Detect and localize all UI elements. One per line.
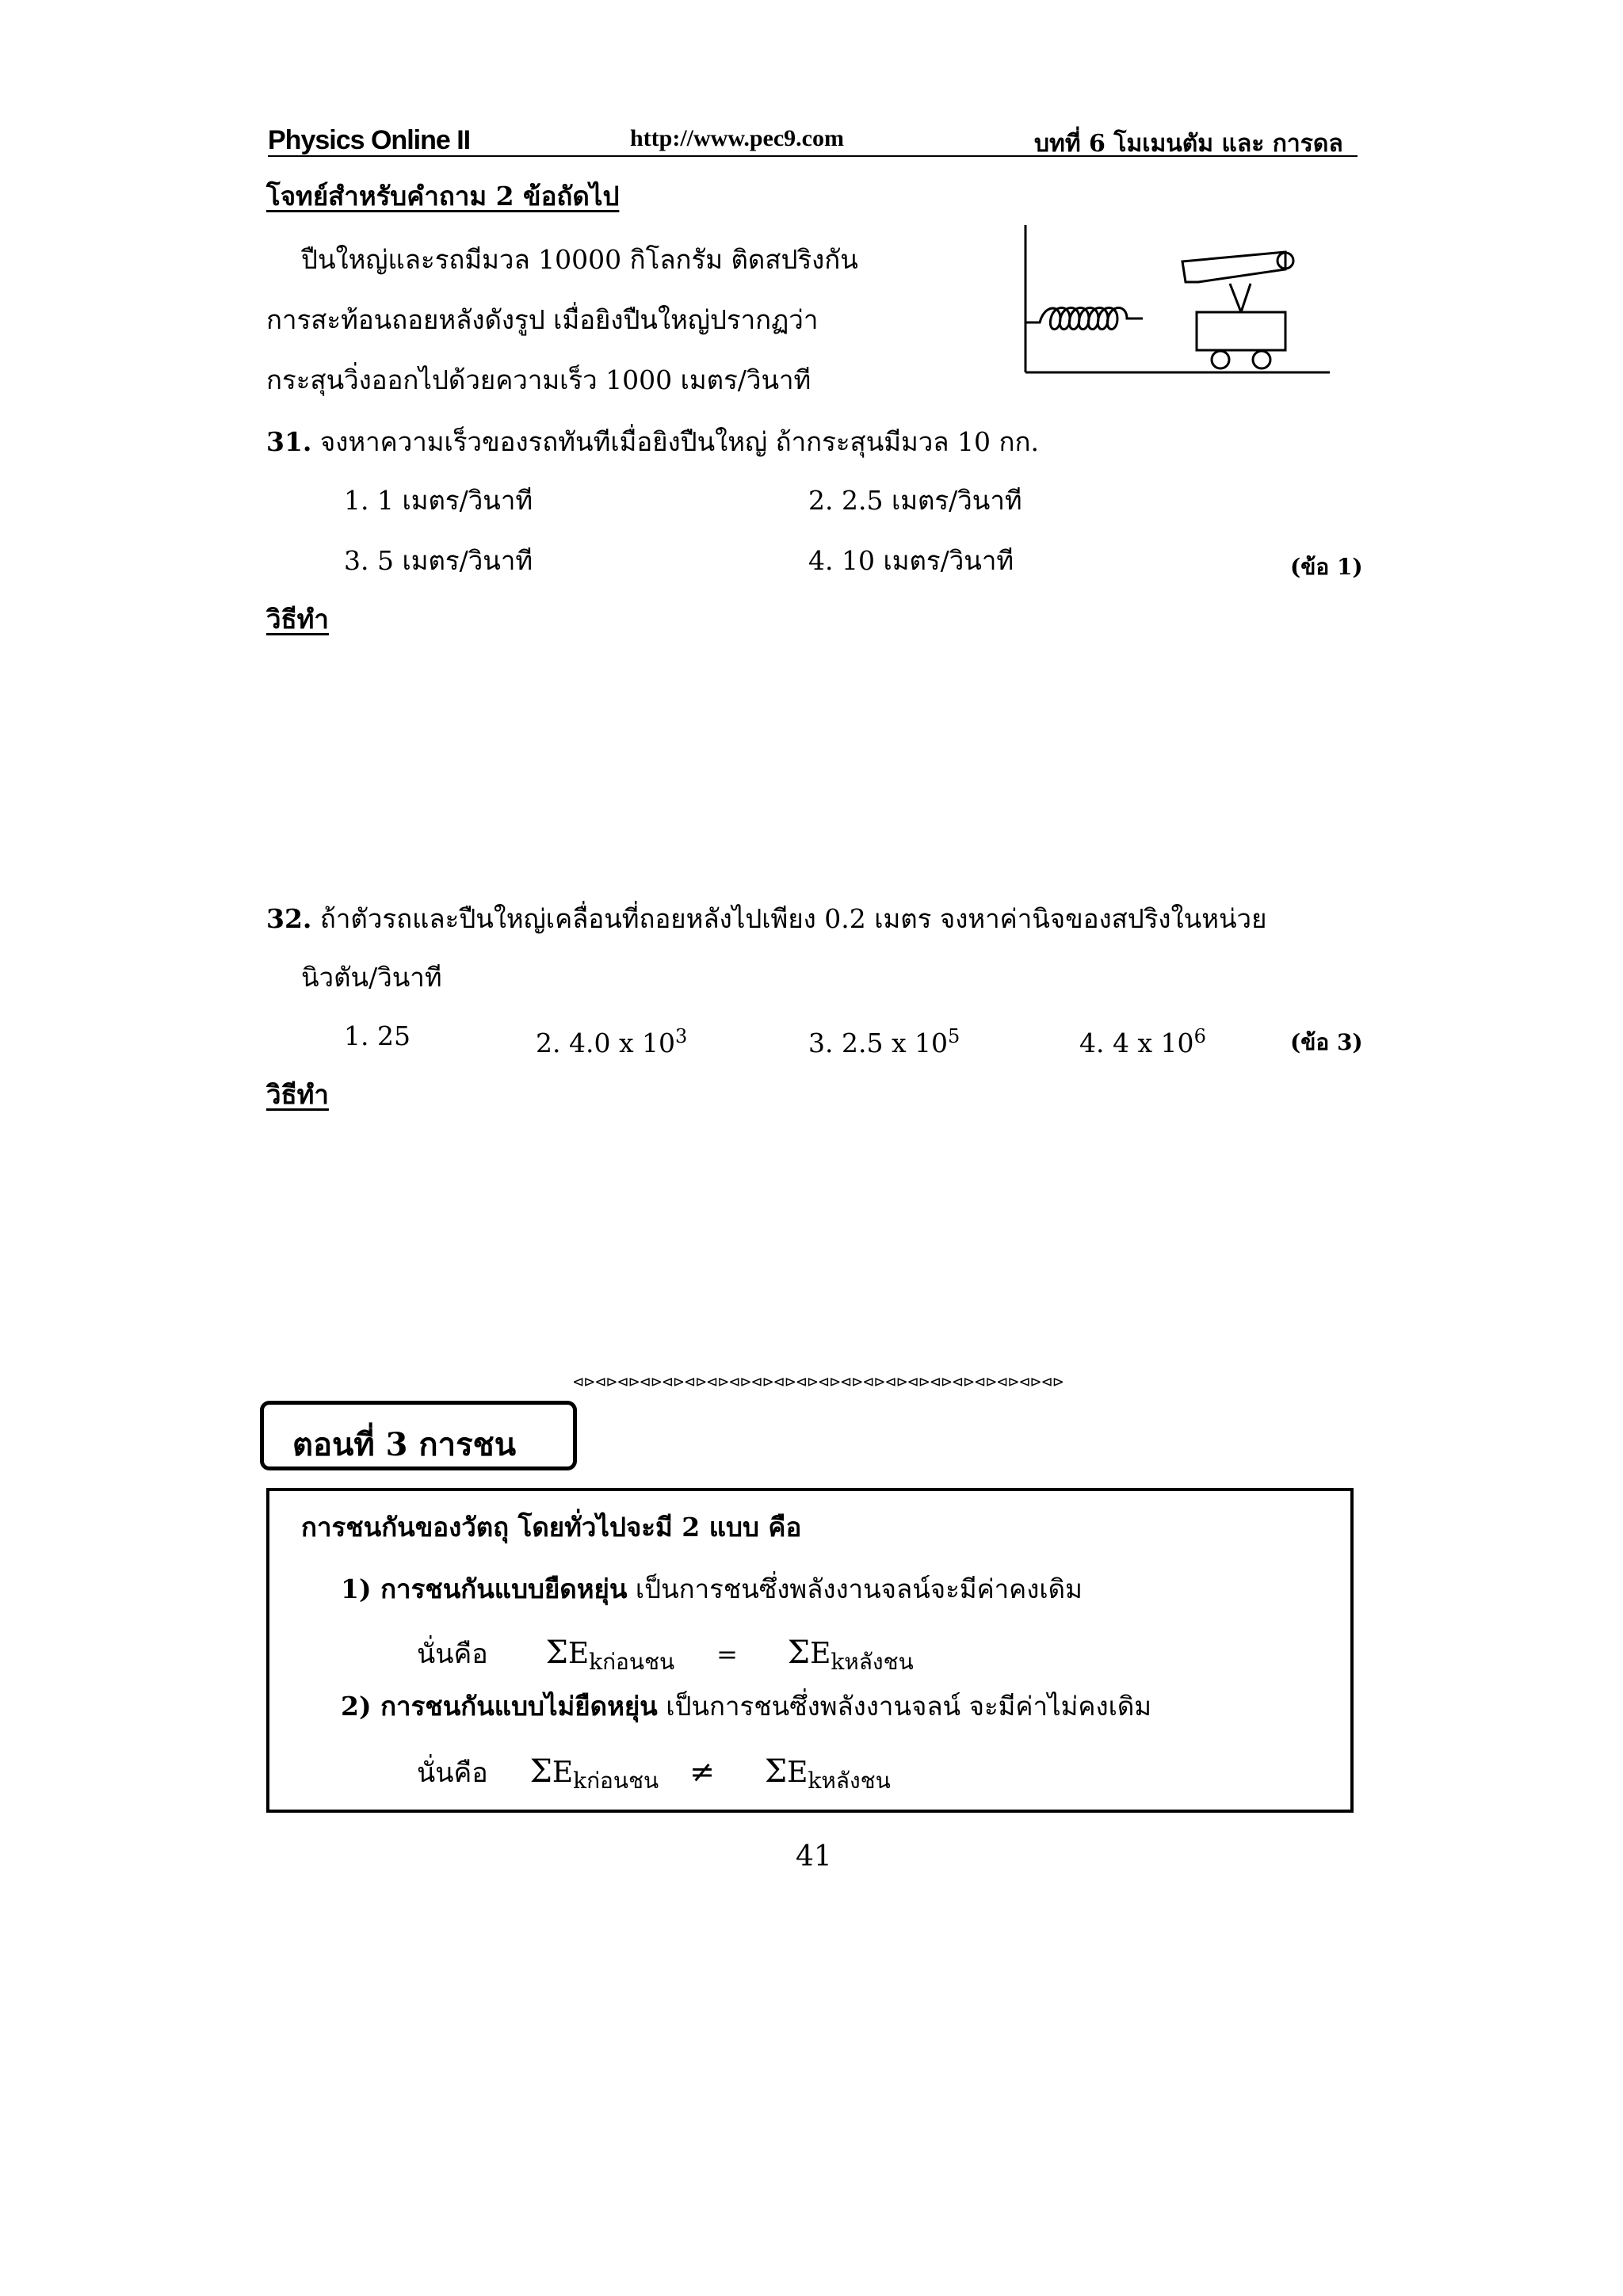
cannon-barrel (1182, 252, 1285, 282)
that-is-2: นั่นคือ (417, 1757, 488, 1789)
q31-method-label: วิธีทำ (266, 604, 329, 635)
q32-choice-2-exp: 3 (675, 1025, 688, 1047)
not-equal-sign: ≠ (689, 1754, 715, 1789)
ek-before-2: kก่อนชน (573, 1768, 659, 1794)
q32-choice-3-base: 3. 2.5 x 10 (808, 1028, 949, 1058)
q32-method-label: วิธีทำ (266, 1079, 329, 1110)
cart-body (1197, 312, 1285, 350)
q31-choice-4: 4. 10 เมตร/วินาที (808, 545, 1014, 576)
q32-choice-2-base: 2. 4.0 x 10 (536, 1028, 676, 1058)
support-left (1230, 284, 1241, 312)
energy-symbol-2: E (810, 1638, 831, 1670)
ek-before-1: kก่อนชน (589, 1649, 675, 1676)
q31-question (266, 426, 1039, 458)
cannon-cart-diagram (1016, 222, 1333, 377)
page-number: 41 (796, 1840, 832, 1873)
elastic-item (341, 1573, 1083, 1605)
sigma-4: Σ (764, 1753, 788, 1790)
header-chapter: บทที่ 6 โมเมนตัม และ การดล (1034, 130, 1343, 158)
energy-symbol-3: E (552, 1756, 574, 1789)
sigma-3: Σ (529, 1753, 552, 1790)
header-rule (268, 155, 1358, 157)
ek-after-2: kหลังชน (808, 1768, 891, 1794)
ornament-divider: ⊲⊳⊲⊳⊲⊳⊲⊳⊲⊳⊲⊳⊲⊳⊲⊳⊲⊳⊲⊳⊲⊳⊲⊳⊲⊳⊲⊳⊲⊳⊲⊳⊲⊳⊲⊳⊲⊳⊲⊳⊲⊳⊲⊳ (572, 1374, 1064, 1390)
section-title: ตอนที่ 3 การชน (292, 1426, 517, 1463)
inelastic-desc: เป็นการชนซึ่งพลังงานจลน์ จะมีค่าไม่คงเดิม (657, 1691, 1152, 1722)
intro-line-1: ปืนใหญ่และรถมีมวล 10000 กิโลกรัม ติดสปริงกัน (301, 244, 858, 275)
q31-choice-3: 3. 5 เมตร/วินาที (344, 545, 533, 576)
q32-answer: (ข้อ 3) (1290, 1029, 1363, 1055)
spring (1025, 308, 1143, 330)
ek-after-1: kหลังชน (831, 1649, 914, 1676)
q31-text: จงหาความเร็วของรถทันทีเมื่อยิงปืนใหญ่ ถ้ากระสุนมีมวล 10 กก. (319, 426, 1039, 457)
q31-choice-1: 1. 1 เมตร/วินาที (344, 485, 533, 516)
section-title-box (260, 1401, 577, 1470)
inelastic-equation (417, 1751, 891, 1798)
q32-choice-4 (1079, 1020, 1206, 1059)
q32-text: ถ้าตัวรถและปืนใหญ่เคลื่อนที่ถอยหลังไปเพียง 0.2 เมตร จงหาค่านิจของสปริงในหน่วย (319, 903, 1267, 934)
q32-choice-3 (808, 1020, 960, 1059)
q32-text-2: นิวตัน/วินาที (301, 962, 442, 993)
collision-intro: การชนกันของวัตถุ โดยทั่วไปจะมี 2 แบบ คือ (301, 1512, 802, 1543)
header-title: Physics Online II (268, 125, 471, 155)
q32-number: 32. (266, 903, 312, 934)
elastic-equation (417, 1632, 914, 1680)
intro-heading: โจทย์สำหรับคำถาม 2 ข้อถัดไป (266, 181, 620, 212)
q31-answer: (ข้อ 1) (1290, 554, 1363, 580)
sigma-1: Σ (545, 1634, 568, 1671)
q31-number: 31. (266, 426, 312, 457)
equals-sign: = (716, 1639, 738, 1669)
elastic-desc: เป็นการชนซึ่งพลังงานจลน์จะมีค่าคงเดิม (627, 1573, 1083, 1604)
inelastic-item (341, 1691, 1151, 1722)
q32-choice-4-exp: 6 (1193, 1025, 1206, 1047)
q32-choice-2 (536, 1020, 687, 1059)
q32-choice-3-exp: 5 (948, 1025, 960, 1047)
that-is-1: นั่นคือ (417, 1638, 488, 1670)
energy-symbol-1: E (567, 1638, 590, 1670)
inelastic-label: 2) การชนกันแบบไม่ยืดหยุ่น (341, 1691, 658, 1722)
q32-question (266, 903, 1266, 935)
wheel-right (1253, 351, 1270, 368)
support-right (1241, 284, 1251, 312)
header-url: http://www.pec9.com (630, 125, 844, 151)
q32-choice-1: 1. 25 (344, 1020, 411, 1051)
wheel-left (1212, 351, 1229, 368)
q31-choice-2: 2. 2.5 เมตร/วินาที (808, 485, 1022, 516)
intro-line-2: การสะท้อนถอยหลังดังรูป เมื่อยิงปืนใหญ่ปรากฏว่า (266, 304, 819, 335)
q32-choice-4-base: 4. 4 x 10 (1079, 1028, 1194, 1058)
intro-line-3: กระสุนวิ่งออกไปด้วยความเร็ว 1000 เมตร/วินาที (266, 364, 812, 395)
energy-symbol-4: E (787, 1756, 808, 1789)
elastic-label: 1) การชนกันแบบยืดหยุ่น (341, 1573, 628, 1604)
sigma-2: Σ (787, 1634, 811, 1671)
